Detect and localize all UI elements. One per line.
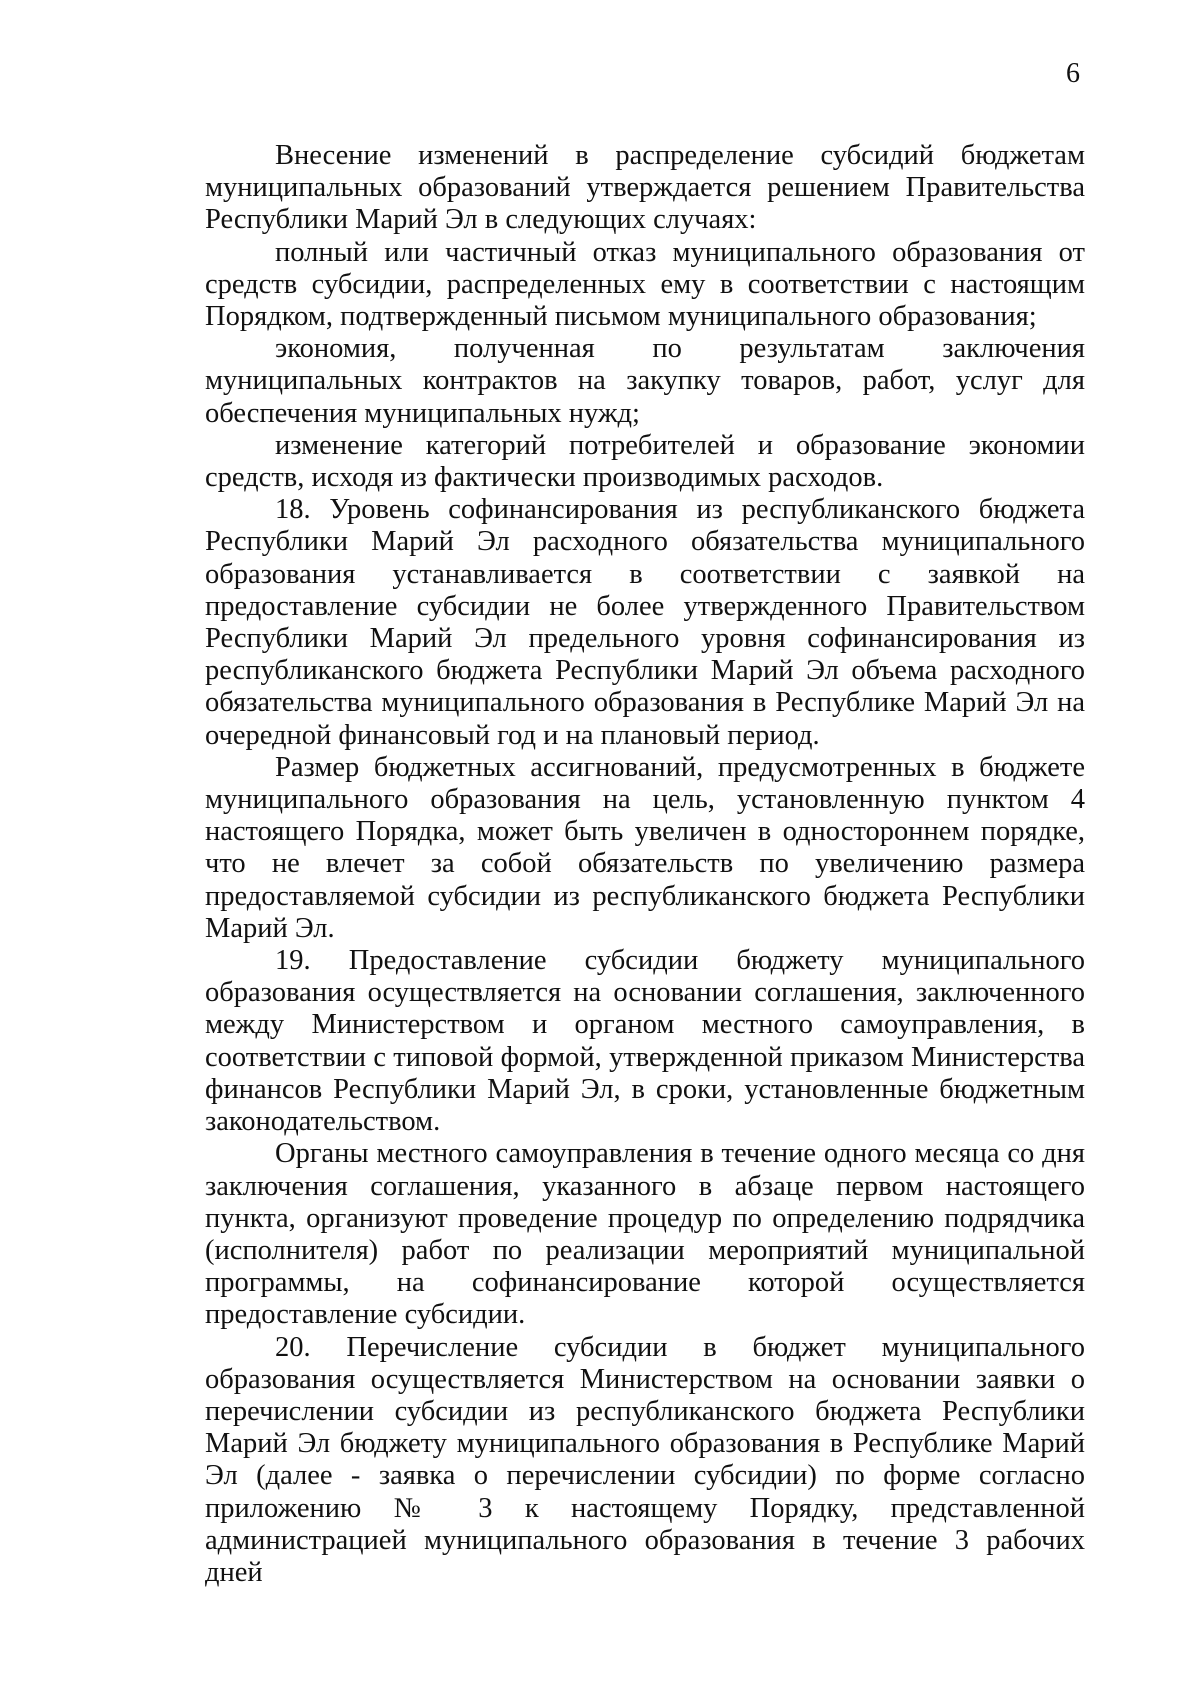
paragraph-amendments-intro: Внесение изменений в распределение субсидий бюджетам муниципальных образований утверждается решением Правительства Республики Марий Эл в следующих случаях: xyxy=(205,140,1085,236)
paragraph-local-authorities: Органы местного самоуправления в течение одного месяца со дня заключения соглашения, указанного в абзаце первом настоящего пункта, организуют проведение процедур по определению подрядчика (исполнителя) работ по реализации мероприятий муниципальной программы, на софинансирование которой осуществляется предоставление субсидии. xyxy=(205,1138,1085,1331)
paragraph-item-18: 18. Уровень софинансирования из республиканского бюджета Республики Марий Эл расходного обязательства муниципального образования устанавливается в соответствии с заявкой на предоставление субсидии не более утвержденного Правительством Республики Марий Эл предельного уровня софинансирования из республиканского бюджета Республики Марий Эл объема расходного обязательства муниципального образования в Республике Марий Эл на очередной финансовый год и на плановый период. xyxy=(205,494,1085,751)
page-number: 6 xyxy=(1066,58,1080,89)
paragraph-budget-allocations: Размер бюджетных ассигнований, предусмотренных в бюджете муниципального образования на цель, установленную пунктом 4 настоящего Порядка, может быть увеличен в одностороннем порядке, что не влечет за собой обязательств по увеличению размера предоставляемой субсидии из республиканского бюджета Республики Марий Эл. xyxy=(205,751,1085,944)
paragraph-refusal-case: полный или частичный отказ муниципального образования от средств субсидии, распределенных ему в соответствии с настоящим Порядком, подтвержденный письмом муниципального образования; xyxy=(205,236,1085,333)
paragraph-item-20: 20. Перечисление субсидии в бюджет муниципального образования осуществляется Министерством на основании заявки о перечислении субсидии из республиканского бюджета Республики Марий Эл бюджету муниципального образования в Республике Марий Эл (далее - заявка о перечислении субсидии) по форме согласно приложению № 3 к настоящему Порядку, представленной администрацией муниципального образования в течение 3 рабочих дней xyxy=(205,1331,1085,1588)
paragraph-savings-case: экономия, полученная по результатам заключения муниципальных контрактов на закупку товаров, работ, услуг для обеспечения муниципальных нужд; xyxy=(205,333,1085,429)
paragraph-consumer-change-case: изменение категорий потребителей и образование экономии средств, исходя из фактически производимых расходов. xyxy=(205,429,1085,494)
document-body xyxy=(205,140,1085,1589)
paragraph-item-19: 19. Предоставление субсидии бюджету муниципального образования осуществляется на основании соглашения, заключенного между Министерством и органом местного самоуправления, в соответствии с типовой формой, утвержденной приказом Министерства финансов Республики Марий Эл, в сроки, установленные бюджетным законодательством. xyxy=(205,945,1085,1138)
